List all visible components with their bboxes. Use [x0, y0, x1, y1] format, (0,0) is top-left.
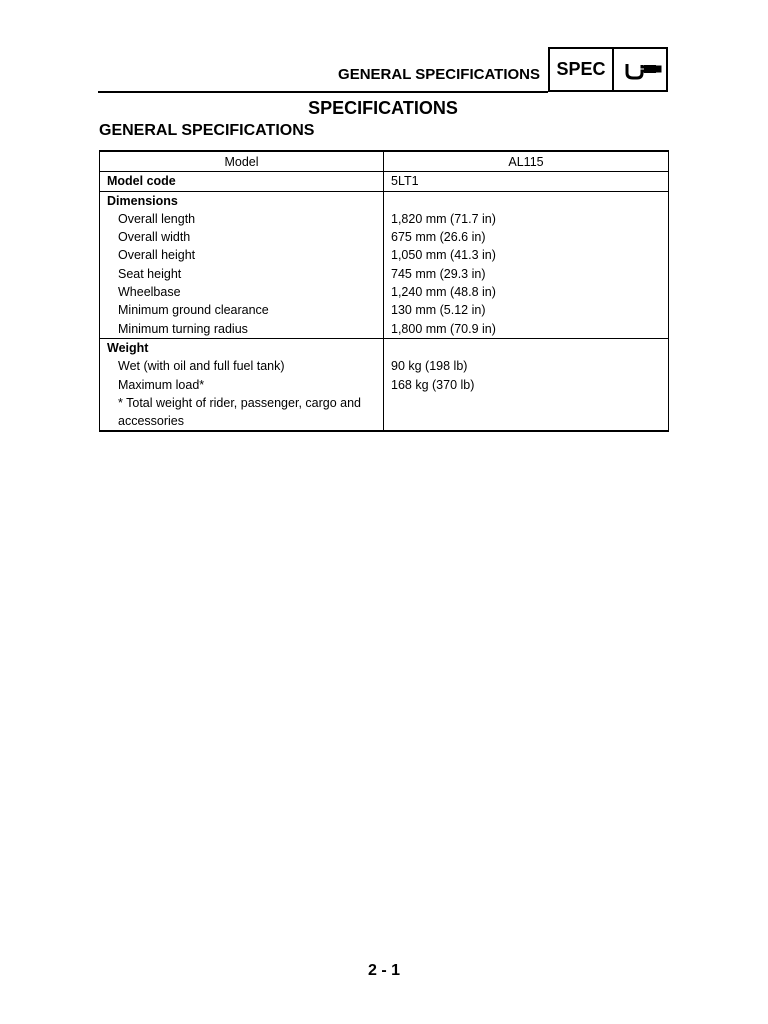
dimension-value: 1,820 mm (71.7 in) [391, 211, 496, 226]
dimension-value: 1,050 mm (41.3 in) [391, 248, 496, 263]
table-header-row [100, 151, 669, 172]
dimension-label: Seat height [118, 266, 182, 281]
dimensions-group [100, 191, 669, 338]
dimension-value: 675 mm (26.6 in) [391, 230, 486, 245]
weight-label: Maximum load* [118, 377, 205, 392]
header-title: GENERAL SPECIFICATIONS [338, 66, 540, 83]
weight-value: 168 kg (370 lb) [391, 377, 475, 392]
dimension-label: Overall length [118, 211, 196, 226]
model-header: Model [100, 151, 384, 172]
dimension-label: Minimum turning radius [118, 321, 248, 336]
spec-badge [548, 47, 668, 92]
dimension-label: Wheelbase [118, 285, 181, 300]
header-rule [98, 91, 548, 93]
page-number: 2 - 1 [367, 962, 400, 979]
page-heading: SPECIFICATIONS [308, 98, 458, 118]
dimensions-heading: Dimensions [107, 193, 178, 208]
dimension-label: Overall height [118, 248, 196, 263]
spec-table [99, 150, 669, 432]
dimension-value: 130 mm (5.12 in) [391, 303, 486, 318]
weight-group [100, 338, 669, 431]
dimension-value: 1,800 mm (70.9 in) [391, 321, 496, 336]
weight-label: Wet (with oil and full fuel tank) [118, 359, 285, 374]
section-heading: GENERAL SPECIFICATIONS [99, 122, 315, 139]
dimension-value: 1,240 mm (48.8 in) [391, 285, 496, 300]
spec-badge-label: SPEC [550, 49, 614, 90]
model-code-value: 5LT1 [384, 172, 669, 191]
model-code-label: Model code [100, 172, 384, 191]
model-value-header: AL115 [384, 151, 669, 172]
dimension-label: Minimum ground clearance [118, 303, 269, 318]
dimension-label: Overall width [118, 230, 191, 245]
weight-footnote: * Total weight of rider, passenger, cargo and accessories [118, 395, 361, 429]
weight-value: 90 kg (198 lb) [391, 359, 468, 374]
table-row [100, 172, 669, 191]
dimension-value: 745 mm (29.3 in) [391, 266, 486, 281]
measuring-tool-icon [614, 49, 666, 90]
weight-heading: Weight [107, 340, 149, 355]
